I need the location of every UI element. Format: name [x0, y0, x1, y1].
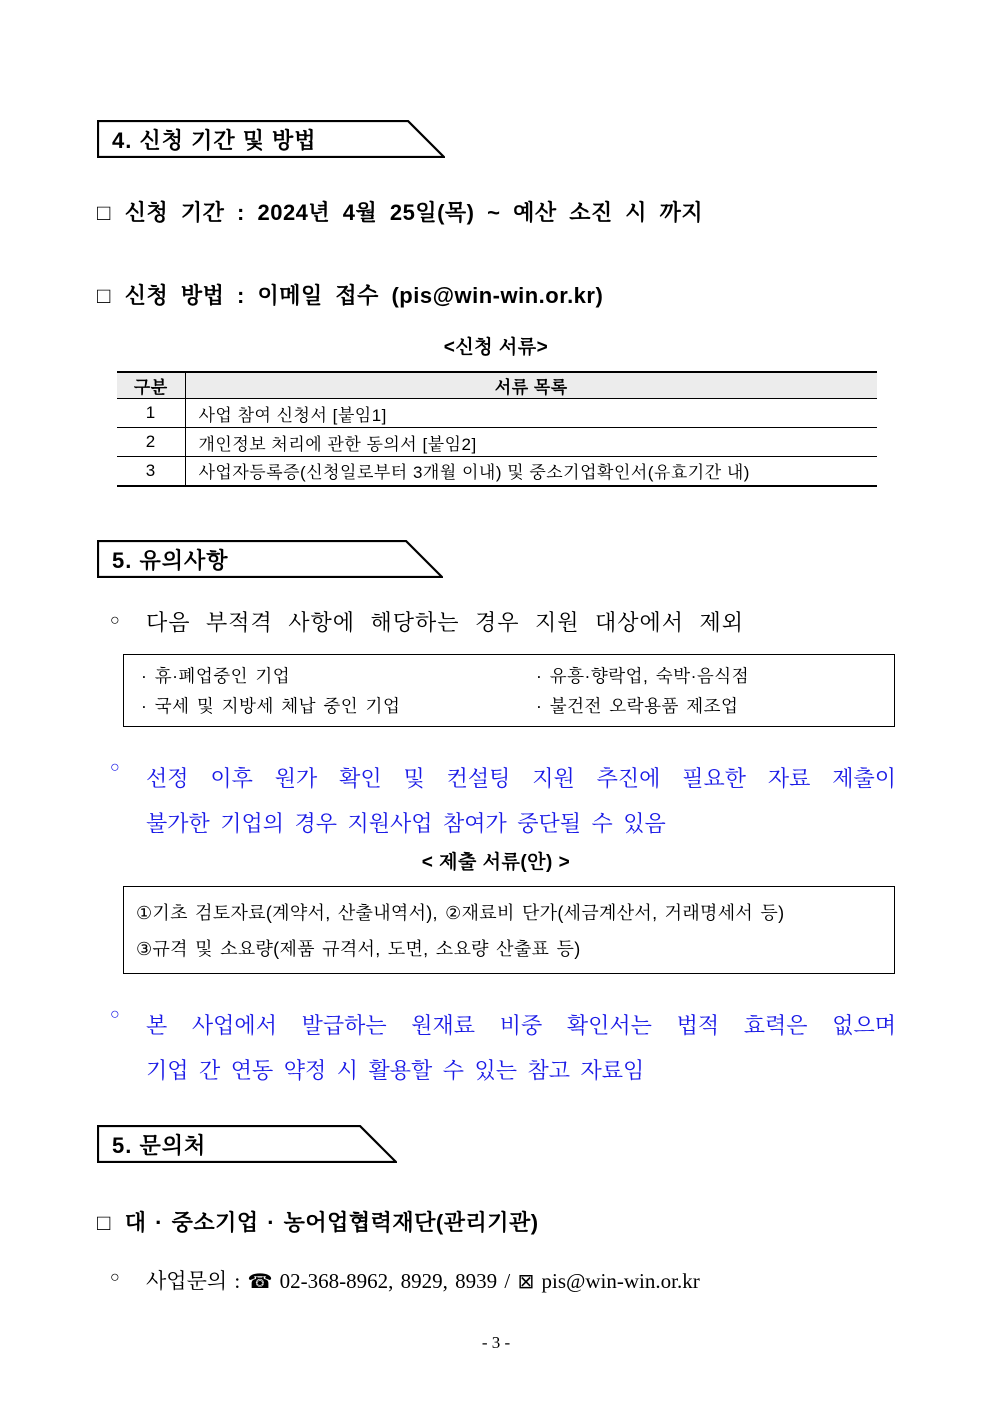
submit-caption: < 제출 서류(안) >	[421, 852, 571, 873]
row-doc: 사업 참여 신청서 [붙임1]	[185, 399, 877, 428]
section-notes-title: 5. 유의사항	[112, 547, 229, 573]
submit-docs-line2: ③규격 및 소요량(제품 규격서, 도면, 소요량 산출표 등)	[136, 939, 581, 959]
organization-line	[97, 1206, 539, 1237]
submit-docs-box	[123, 886, 895, 974]
header-doc: 서류 목록	[185, 372, 877, 399]
apply-method-line	[97, 279, 603, 310]
exclusion-item: · 유흥·향락업, 숙박·음식점	[536, 666, 750, 686]
table-caption: <신청 서류>	[443, 337, 549, 358]
page-number: - 3 -	[481, 1333, 511, 1352]
section-contact-title: 5. 문의처	[112, 1132, 207, 1158]
phone-icon: ☎	[247, 1269, 273, 1293]
table-row	[117, 428, 877, 457]
square-bullet-icon: □	[97, 200, 111, 225]
reference-line1: 본 사업에서 발급하는 원재료 비중 확인서는 법적 효력은 없으며	[146, 1013, 896, 1038]
exclusion-box	[123, 654, 895, 727]
separator-slash: /	[504, 1269, 518, 1293]
reference-bullet-text	[146, 1003, 896, 1093]
header-no: 구분	[117, 372, 185, 399]
row-doc: 사업자등록증(신청일로부터 3개월 이내) 및 중소기업확인서(유효기간 내)	[185, 457, 877, 486]
reference-bullet-line	[110, 1003, 896, 1093]
reference-line2: 기업 간 연동 약정 시 활용할 수 있는 참고 자료임	[146, 1058, 645, 1083]
exclusion-item: · 휴·폐업중인 기업	[141, 666, 291, 686]
circle-bullet-icon: ○	[110, 1269, 120, 1286]
table-header-row	[117, 372, 877, 399]
apply-period-line	[97, 196, 703, 227]
inquiry-label: 사업문의 :	[146, 1269, 248, 1293]
square-bullet-icon: □	[97, 1210, 111, 1235]
docs-required-line1: 선정 이후 원가 확인 및 컨설팅 지원 추진에 필요한 자료 제출이	[146, 766, 896, 791]
exclusion-bullet-text: 다음 부적격 사항에 해당하는 경우 지원 대상에서 제외	[146, 610, 745, 635]
contact-info-text	[146, 1266, 896, 1296]
contact-email: pis@win-win.or.kr	[541, 1269, 700, 1293]
docs-required-bullet-line	[110, 756, 896, 846]
apply-period-text: 신청 기간 : 2024년 4월 25일(목) ~ 예산 소진 시 까지	[124, 200, 704, 225]
envelope-icon: ⊠	[517, 1269, 535, 1293]
phone-numbers: 02-368-8962, 8929, 8939	[279, 1269, 498, 1293]
contact-info-line	[110, 1266, 896, 1296]
row-doc: 개인정보 처리에 관한 동의서 [붙임2]	[185, 428, 877, 457]
exclusion-item: · 국세 및 지방세 체납 중인 기업	[141, 696, 401, 716]
row-no: 3	[117, 457, 185, 486]
row-no: 2	[117, 428, 185, 457]
apply-method-text: 신청 방법 : 이메일 접수 (pis@win-win.or.kr)	[124, 283, 604, 308]
exclusion-item: · 불건전 오락용품 제조업	[536, 696, 739, 716]
exclusion-bullet-line	[110, 609, 896, 637]
circle-bullet-icon: ○	[110, 1006, 120, 1023]
section-apply-banner	[97, 120, 445, 158]
docs-required-line2: 불가한 기업의 경우 지원사업 참여가 중단될 수 있음	[146, 811, 666, 836]
square-bullet-icon: □	[97, 283, 111, 308]
section-apply-title: 4. 신청 기간 및 방법	[112, 127, 317, 153]
circle-bullet-icon: ○	[110, 759, 120, 776]
table-row	[117, 399, 877, 428]
section-notes-banner	[97, 540, 443, 578]
row-no: 1	[117, 399, 185, 428]
submit-docs-line1: ①기초 검토자료(계약서, 산출내역서), ②재료비 단가(세금계산서, 거래명세서 등)	[136, 903, 785, 923]
section-contact-banner	[97, 1125, 397, 1163]
required-documents-table	[117, 371, 877, 487]
organization-text: 대 · 중소기업 · 농어업협력재단(관리기관)	[124, 1210, 539, 1235]
table-row	[117, 457, 877, 486]
circle-bullet-icon: ○	[110, 612, 120, 629]
docs-required-bullet-text	[146, 756, 896, 846]
